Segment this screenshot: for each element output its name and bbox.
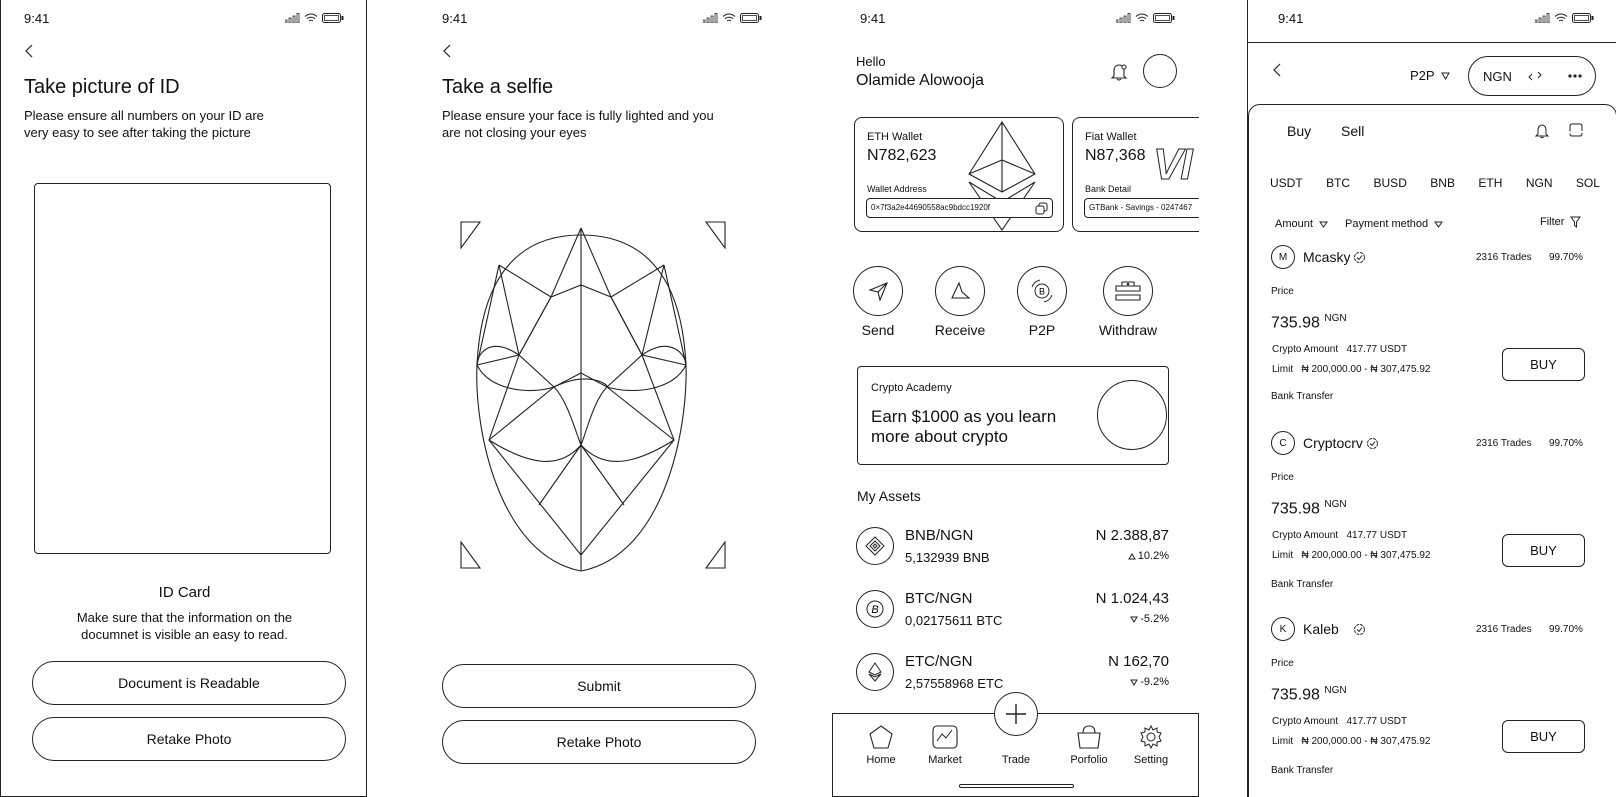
page-title: Take picture of ID [24,76,180,98]
status-time: 9:41 [860,11,886,26]
copy-icon[interactable] [1035,202,1048,215]
bank-detail: GTBank - Savings - 0247467 [1089,203,1193,212]
nav-trade-button[interactable] [994,692,1038,736]
action-receive-label: Receive [934,322,986,338]
action-withdraw-label: Withdraw [1098,322,1158,338]
signal-icon [1535,13,1550,23]
wifi-icon [1554,13,1568,23]
verified-badge-icon [1366,437,1379,450]
triangle-up-icon [1128,553,1136,560]
coin-tab[interactable]: BNB [1430,176,1455,190]
trader-avatar: M [1271,245,1295,269]
eth-wallet-card[interactable] [854,117,1064,232]
portfolio-icon [1075,724,1103,750]
send-icon [867,280,889,302]
asset-pair: ETC/NGN [905,653,973,670]
page-subtitle: Please ensure your face is fully lighted and you are not closing your eyes [442,108,714,140]
plus-icon [1005,703,1027,725]
eth-wallet-balance: N782,623 [867,147,937,164]
trade-count: 2316 Trades [1476,438,1532,449]
amount-filter[interactable]: Amount [1275,218,1328,230]
back-icon[interactable] [24,44,34,58]
nav-setting[interactable]: Setting [1127,724,1175,766]
tab-buy[interactable]: Buy [1287,123,1312,139]
fiat-wallet-balance: N87,368 [1085,147,1146,164]
receive-icon [949,280,971,302]
mode-label: P2P [1410,68,1435,83]
coin-tab[interactable]: ETH [1478,176,1503,190]
trader-name[interactable]: Kaleb [1303,621,1366,637]
asset-price: N 2.388,87 [1095,527,1169,544]
mode-selector[interactable] [1410,68,1450,83]
asset-change: -9.2% [1130,676,1169,688]
completion-rate: 99.70% [1549,252,1583,263]
price-value: 735.98 $^{NGN}$ [1271,685,1347,704]
nav-portfolio[interactable]: Porfolio [1061,724,1117,766]
currency-selector[interactable] [1468,56,1596,96]
signal-icon [1116,13,1131,23]
asset-pair: BTC/NGN [905,590,973,607]
asset-change: 10.2% [1128,550,1169,562]
asset-price: N 1.024,43 [1095,590,1169,607]
frame-corner-bl [461,542,480,568]
tab-sell[interactable]: Sell [1341,123,1365,139]
coin-filter-row [1270,176,1600,190]
visa-logo: VI [1153,140,1191,189]
crypto-amount: Crypto Amount 417.77 USDT [1272,716,1408,727]
bottom-nav [832,713,1199,797]
p2p-panel [1248,104,1616,797]
signal-icon [703,13,718,23]
coin-tab[interactable]: BTC [1326,176,1351,190]
nav-market[interactable]: Market [921,724,969,766]
trader-name[interactable]: Mcasky [1303,249,1366,265]
asset-amount: 5,132939 BNB [905,550,990,565]
academy-label: Crypto Academy [871,382,952,394]
swap-arrows-icon [1528,71,1542,81]
action-p2p-label: P2P [1028,322,1056,338]
completion-rate: 99.70% [1549,624,1583,635]
notification-bell-icon[interactable] [1535,123,1549,139]
status-icons [285,13,344,23]
nav-trade-label[interactable]: Trade [1001,754,1031,766]
trader-name[interactable]: Cryptocrv [1303,435,1379,451]
retake-photo-button[interactable]: Retake Photo [442,720,756,764]
wifi-icon [722,13,736,23]
trader-avatar: K [1271,617,1295,641]
nav-home[interactable]: Home [857,724,905,766]
btc-coin-icon [865,599,885,619]
verified-badge-icon [1353,251,1366,264]
withdraw-icon [1114,279,1142,303]
status-time: 9:41 [24,11,50,26]
payment-method: Bank Transfer [1271,391,1334,402]
coin-tab[interactable]: SOL [1575,176,1600,190]
page-title: Take a selfie [442,76,554,98]
chevron-down-icon [1319,221,1328,228]
wallet-address: 0×7f3a2e44690558ac9bdcc1920f [871,203,990,212]
home-icon [868,724,894,750]
fiat-wallet-label: Fiat Wallet [1085,131,1137,143]
status-time: 9:41 [1278,11,1304,26]
coin-tab[interactable]: NGN [1525,176,1553,190]
triangle-down-icon [1130,616,1138,623]
payment-method: Bank Transfer [1271,579,1334,590]
battery-icon [322,13,344,23]
limit-range: Limit ₦ 200,000.00 - ₦ 307,475.92 [1272,364,1431,375]
asset-change: -5.2% [1130,613,1169,625]
crypto-amount: Crypto Amount 417.77 USDT [1272,530,1408,541]
coin-tab[interactable]: BUSD [1373,176,1407,190]
battery-icon [1572,13,1594,23]
filter-funnel-icon [1570,216,1581,228]
buy-button[interactable]: BUY [1502,720,1585,753]
action-withdraw[interactable] [1088,266,1168,338]
trader-avatar: C [1271,431,1295,455]
header-divider [1248,42,1616,43]
payment-method: Bank Transfer [1271,765,1334,776]
chat-icon[interactable] [1569,123,1583,137]
wifi-icon [304,13,318,23]
chevron-down-icon [1434,221,1443,228]
status-icons [1535,13,1594,23]
limit-range: Limit ₦ 200,000.00 - ₦ 307,475.92 [1272,550,1431,561]
avatar[interactable] [1143,54,1177,88]
submit-button[interactable]: Submit [442,664,756,708]
frame-corner-tl [461,222,480,248]
frame-corner-br [706,542,725,568]
status-time: 9:41 [442,11,468,26]
price-label: Price [1271,472,1294,483]
limit-range: Limit ₦ 200,000.00 - ₦ 307,475.92 [1272,736,1431,747]
trade-count: 2316 Trades [1476,252,1532,263]
home-indicator [959,784,1074,788]
academy-image [1097,380,1167,450]
back-icon[interactable] [442,44,452,58]
crypto-amount: Crypto Amount 417.77 USDT [1272,344,1408,355]
academy-headline: Earn $1000 as you learn more about crypto [871,407,1057,446]
crypto-academy-banner[interactable] [857,366,1169,465]
retake-photo-button[interactable]: Retake Photo [32,717,346,761]
asset-amount: 2,57558968 ETC [905,676,1004,691]
p2p-screen [1247,0,1616,797]
status-icons [1116,13,1175,23]
etc-coin-icon [865,662,885,682]
signal-icon [285,13,300,23]
bank-detail-label: Bank Detail [1085,184,1132,194]
more-dots-icon[interactable] [1568,74,1582,78]
asset-row[interactable] [856,523,1169,573]
wallet-address-box[interactable] [866,198,1053,218]
action-send[interactable] [842,266,914,338]
asset-pair: BNB/NGN [905,527,974,544]
greeting: Hello [856,54,886,69]
asset-amount: 0,02175611 BTC [905,613,1003,628]
card-label: ID Card [158,584,211,601]
market-icon [932,724,958,750]
settings-icon [1138,724,1164,750]
id-preview-frame [34,183,331,554]
action-receive[interactable] [924,266,996,338]
fiat-wallet-card[interactable] [1072,117,1199,232]
offer-card [1271,431,1591,606]
status-icons [703,13,762,23]
price-label: Price [1271,658,1294,669]
coin-tab[interactable]: USDT [1270,176,1303,190]
offer-card [1271,245,1591,420]
document-readable-button[interactable]: Document is Readable [32,661,346,705]
bnb-coin-icon [865,536,885,556]
buy-button[interactable]: BUY [1502,534,1585,567]
asset-price: N 162,70 [1108,653,1169,670]
trade-count: 2316 Trades [1476,624,1532,635]
price-value: 735.98 $^{NGN}$ [1271,313,1347,332]
price-label: Price [1271,286,1294,297]
my-assets-title: My Assets [857,488,921,504]
back-icon[interactable] [1272,63,1282,77]
triangle-down-icon [1130,679,1138,686]
price-value: 735.98 $^{NGN}$ [1271,499,1347,518]
notification-bell-icon[interactable] [1110,63,1128,81]
wifi-icon [1135,13,1149,23]
battery-icon [740,13,762,23]
filter-button[interactable]: Filter [1540,216,1581,228]
buy-button[interactable]: BUY [1502,348,1585,381]
chevron-down-icon [1441,72,1450,80]
id-capture-screen [0,0,367,797]
asset-row[interactable] [856,586,1169,636]
user-name: Olamide Alowooja [856,72,985,89]
face-scan-illustration [459,215,749,575]
selfie-screen [419,0,786,797]
action-p2p[interactable] [1006,266,1078,338]
verified-badge-icon [1353,623,1366,636]
wallet-home-screen [832,0,1199,797]
page-subtitle: Please ensure all numbers on your ID are very easy to see after taking the picture [24,108,264,140]
svg-text:B: B [871,604,879,616]
battery-icon [1153,13,1175,23]
card-hint: Make sure that the information on the documnet is visible an easy to read. [76,610,293,642]
bank-detail-box [1084,198,1199,218]
eth-wallet-label: ETH Wallet [867,131,923,143]
offer-card [1271,617,1591,792]
action-send-label: Send [861,322,895,338]
currency-label: NGN [1483,68,1512,84]
svg-text:B: B [1038,286,1046,297]
wallet-address-label: Wallet Address [867,184,927,194]
p2p-icon [1028,277,1056,305]
completion-rate: 99.70% [1549,438,1583,449]
payment-method-filter[interactable]: Payment method [1345,218,1443,230]
frame-corner-tr [706,222,725,248]
